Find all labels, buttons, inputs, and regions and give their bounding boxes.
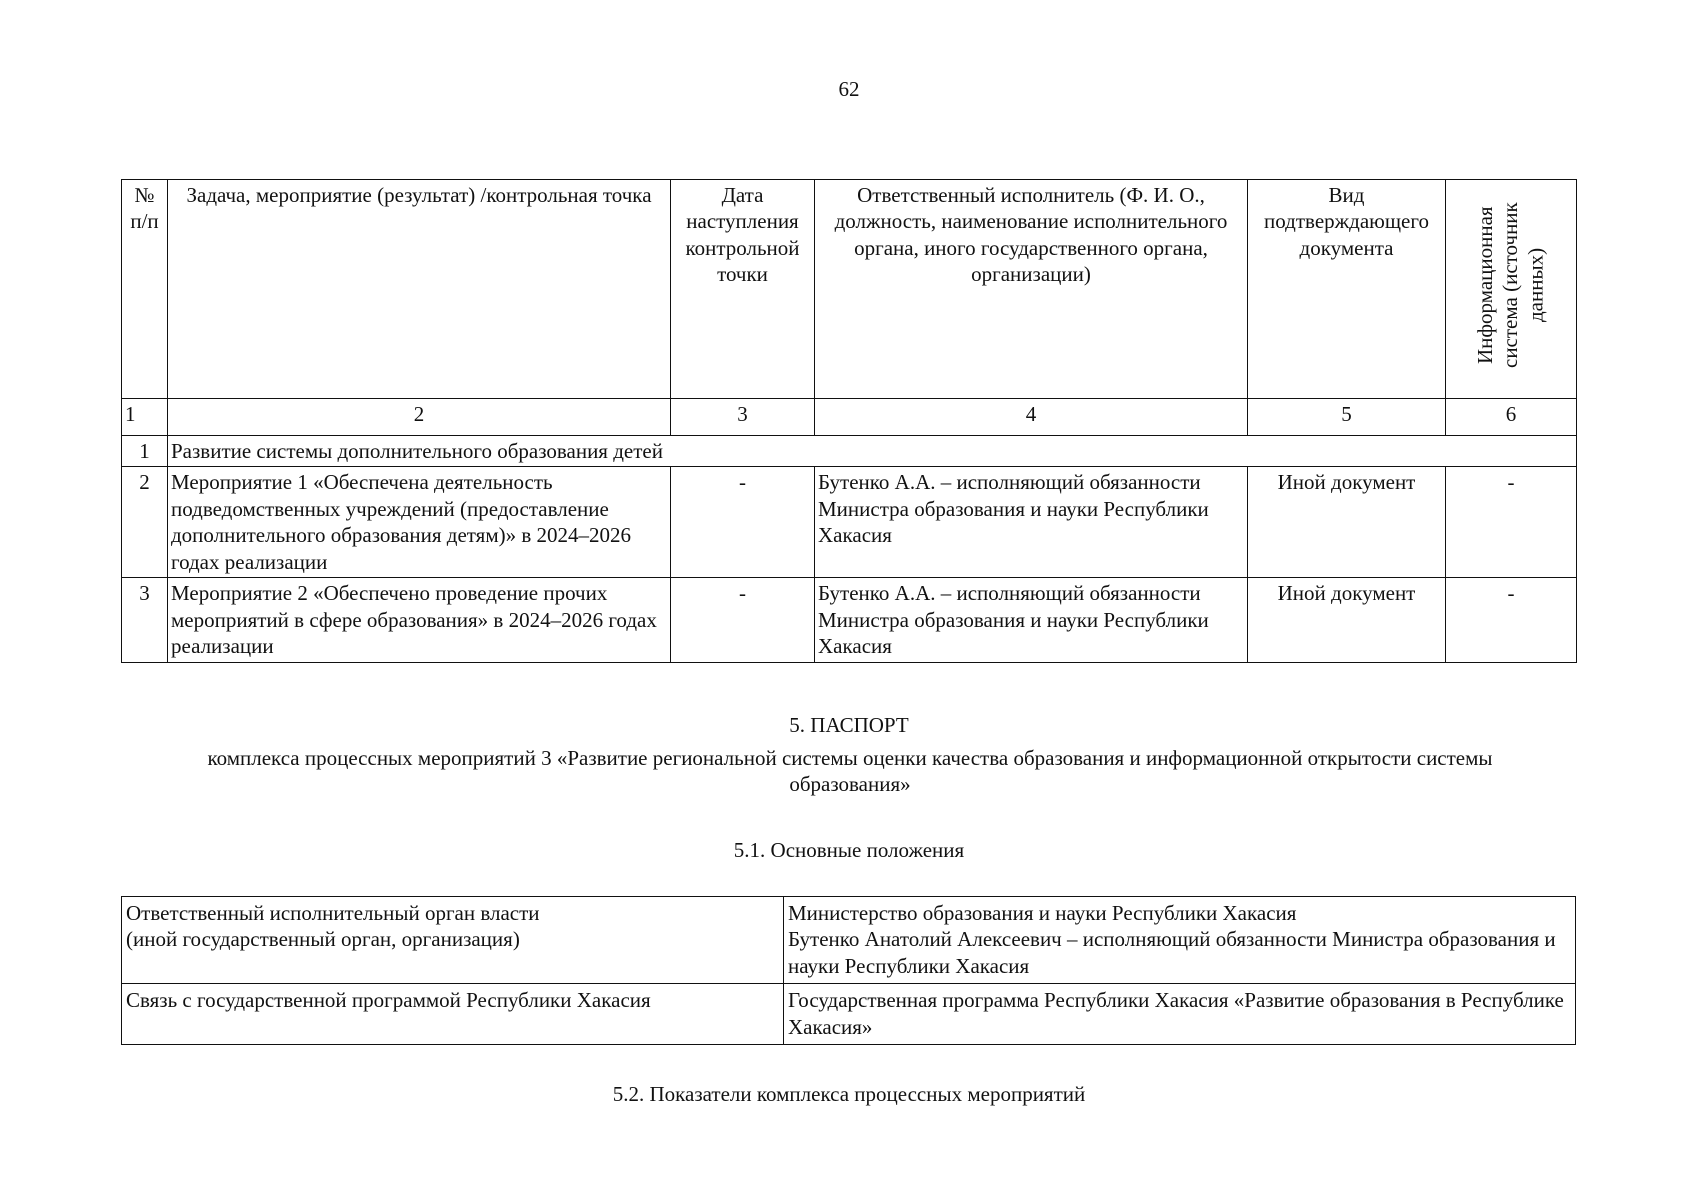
- header-doc: Вид подтверждающего документа: [1248, 180, 1446, 399]
- column-number-1: 1: [122, 399, 168, 436]
- column-number-4: 4: [815, 399, 1248, 436]
- provision-value-line: Бутенко Анатолий Алексеевич – исполняющий обязанности Министра образования и науки Республики Хакасия: [788, 927, 1556, 978]
- header-task: Задача, мероприятие (результат) /контрольная точка: [168, 180, 671, 399]
- table-row: [122, 467, 1577, 578]
- provision-value-line: Государственная программа Республики Хакасия «Развитие образования в Республике Хакасия»: [788, 988, 1564, 1039]
- header-num: № п/п: [122, 180, 168, 399]
- row-doc: Иной документ: [1248, 467, 1446, 578]
- passport-title: 5. ПАСПОРТ: [789, 713, 909, 737]
- main-provisions-table: [121, 896, 1576, 1045]
- provision-value: [784, 984, 1576, 1045]
- column-number-6: 6: [1446, 399, 1577, 436]
- row-executor: Бутенко А.А. – исполняющий обязанности Министра образования и науки Республики Хакасия: [815, 467, 1248, 578]
- provision-value: [784, 897, 1576, 984]
- passport-subtitle: комплекса процессных мероприятий 3 «Развитие региональной системы оценки качества образования и информационной открытости системы образования»: [207, 746, 1493, 797]
- column-number-3: 3: [671, 399, 815, 436]
- header-date: Дата наступления контрольной точки: [671, 180, 815, 399]
- section-row: [122, 436, 1577, 467]
- column-number-5: 5: [1248, 399, 1446, 436]
- control-points-table: [121, 179, 1577, 663]
- column-number-row: [122, 399, 1577, 436]
- subsection-indicators: 5.2. Показатели комплекса процессных мероприятий: [612, 1082, 1086, 1106]
- row-info: -: [1446, 578, 1577, 662]
- row-task: Мероприятие 2 «Обеспечено проведение прочих мероприятий в сфере образования» в 2024–2026 годах реализации: [168, 578, 671, 662]
- header-executor: Ответственный исполнитель (Ф. И. О., должность, наименование исполнительного органа, иного государственного органа, организации): [815, 180, 1248, 399]
- provision-label: [122, 897, 784, 984]
- header-info: Информационная система (источник данных): [1473, 202, 1548, 368]
- section-row-title: Развитие системы дополнительного образования детей: [168, 436, 1577, 467]
- provision-label-line: Ответственный исполнительный орган власти: [126, 901, 540, 925]
- table-row: [122, 578, 1577, 662]
- row-doc: Иной документ: [1248, 578, 1446, 662]
- row-date: -: [671, 578, 815, 662]
- header-info-cell: [1446, 180, 1577, 399]
- row-num: 2: [122, 467, 168, 578]
- column-number-2: 2: [168, 399, 671, 436]
- row-date: -: [671, 467, 815, 578]
- table-row: [122, 984, 1576, 1045]
- row-info: -: [1446, 467, 1577, 578]
- section-row-num: 1: [122, 436, 168, 467]
- provision-label: [122, 984, 784, 1045]
- subsection-main-provisions: 5.1. Основные положения: [733, 838, 965, 862]
- provision-label-line: Связь с государственной программой Республики Хакасия: [126, 988, 651, 1013]
- row-executor: Бутенко А.А. – исполняющий обязанности Министра образования и науки Республики Хакасия: [815, 578, 1248, 662]
- row-task: Мероприятие 1 «Обеспечена деятельность подведомственных учреждений (предоставление дополнительного образования детям)» в 2024–2026 годах реализации: [168, 467, 671, 578]
- provision-label-line: (иной государственный орган, организация): [126, 927, 520, 952]
- table-header-row: [122, 180, 1577, 399]
- row-num: 3: [122, 578, 168, 662]
- page-number: 62: [838, 77, 860, 101]
- table-row: [122, 897, 1576, 984]
- provision-value-line: Министерство образования и науки Республики Хакасия: [788, 901, 1297, 925]
